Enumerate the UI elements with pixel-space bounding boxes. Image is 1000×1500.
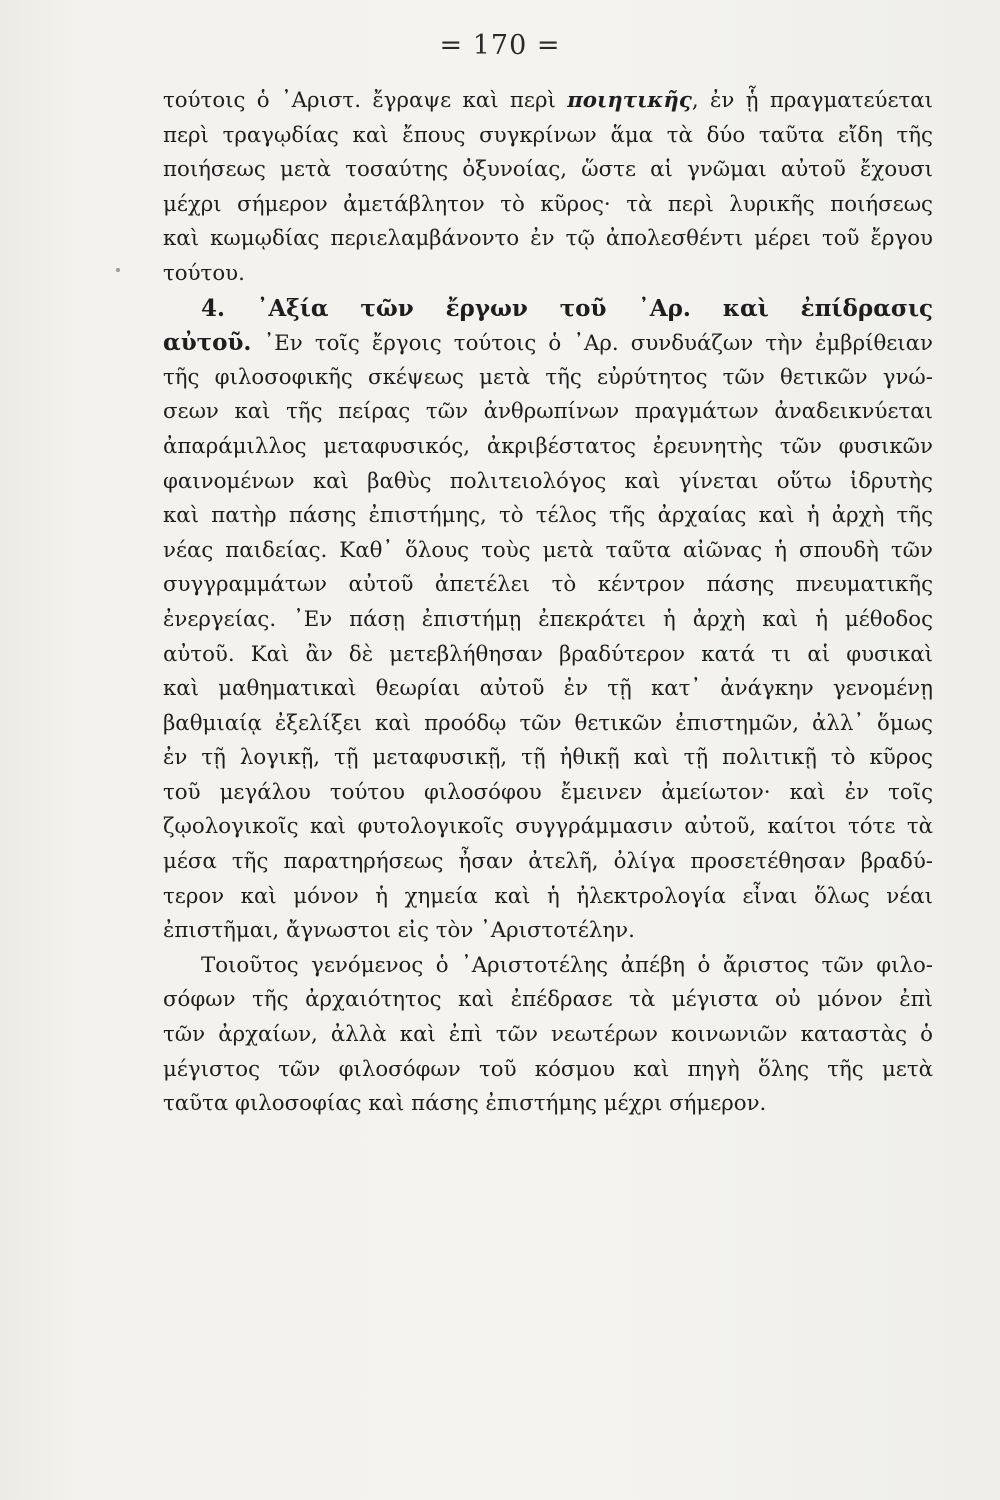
section-heading: [163, 292, 933, 327]
text-line: συγγραμμάτων αὐτοῦ ἀπετέλει τὸ κέντρον πάσης πνευματικῆς: [163, 572, 933, 598]
body-text: [163, 84, 933, 1122]
text-line: σόφων τῆς ἀρχαιότητος καὶ ἐπέδρασε τὰ μέγιστα οὐ μόνον ἐπὶ: [163, 987, 933, 1013]
text-line: ἀπαράμιλλος μεταφυσικός, ἀκριβέστατος ἐρευνητὴς τῶν φυσικῶν: [163, 433, 933, 459]
text-fragment: ᾿Εν τοῖς ἔργοις τούτοις ὁ ᾿Αρ. συνδυάζων τὴν ἐμβρίθειαν: [251, 331, 933, 357]
text-line: μέσα τῆς παρατηρήσεως ἦσαν ἀτελῆ, ὀλίγα προσετέθησαν βραδύ-: [163, 849, 933, 875]
text-line: ἐν τῇ λογικῇ, τῇ μεταφυσικῇ, τῇ ἠθικῇ καὶ τῇ πολιτικῇ τὸ κῦρος: [163, 745, 933, 771]
text-line: νέας παιδείας. Καθ᾿ ὅλους τοὺς μετὰ ταῦτα αἰῶνας ἡ σπουδὴ τῶν: [163, 537, 933, 563]
text-line: [163, 326, 933, 361]
text-line: ποιήσεως μετὰ τοσαύτης ὀξυνοίας, ὥστε αἱ γνῶμαι αὐτοῦ ἔχουσι: [163, 157, 933, 183]
text-line: μέχρι σήμερον ἀμετάβλητον τὸ κῦρος· τὰ περὶ λυρικῆς ποιήσεως: [163, 191, 933, 217]
text-line: τῆς φιλοσοφικῆς σκέψεως μετὰ τῆς εὐρύτητος τῶν θετικῶν γνώ-: [163, 364, 933, 390]
text-line: τῶν ἀρχαίων, ἀλλὰ καὶ ἐπὶ τῶν νεωτέρων κοινωνιῶν καταστὰς ὁ: [163, 1022, 933, 1048]
text-line: ἐπιστῆμαι, ἄγνωστοι εἰς τὸν ᾿Αριστοτέλην.: [163, 918, 635, 944]
text-line: ζῳολογικοῖς καὶ φυτολογικοῖς συγγράμμασιν αὐτοῦ, καίτοι τότε τὰ: [163, 814, 933, 840]
text-line: τερον καὶ μόνον ἡ χημεία καὶ ἡ ἠλεκτρολογία εἶναι ὅλως νέαι: [163, 883, 933, 909]
text-line: τούτου.: [163, 260, 245, 286]
text-line: σεων καὶ τῆς πείρας τῶν ἀνθρωπίνων πραγμάτων ἀναδεικνύεται: [163, 399, 933, 425]
emphasized-term: ποιητικῆς: [567, 88, 692, 113]
text-line: αὐτοῦ. Καὶ ἂν δὲ μετεβλήθησαν βραδύτερον κατά τι αἱ φυσικαὶ: [163, 641, 933, 667]
text-line: ἐνεργείας. ᾿Εν πάσῃ ἐπιστήμῃ ἐπεκράτει ἡ ἀρχὴ καὶ ἡ μέθοδος: [163, 606, 933, 632]
paper-speck: [116, 268, 120, 272]
text-line: μέγιστος τῶν φιλοσόφων τοῦ κόσμου καὶ πηγὴ ὅλης τῆς μετὰ: [163, 1056, 933, 1082]
text-fragment: τούτοις ὁ ᾿Αριστ. ἔγραψε καὶ περὶ: [163, 88, 568, 113]
text-line: καὶ μαθηματικαὶ θεωρίαι αὐτοῦ ἐν τῇ κατ᾿ ἀνάγκην γενομένῃ: [163, 676, 933, 702]
section-heading-continuation: αὐτοῦ.: [163, 329, 252, 357]
text-line: [163, 84, 933, 119]
text-line: περὶ τραγῳδίας καὶ ἔπους συγκρίνων ἅμα τὰ δύο ταῦτα εἴδη τῆς: [163, 122, 933, 148]
text-fragment: , ἐν ᾗ πραγματεύεται: [691, 88, 933, 113]
text-line: φαινομένων καὶ βαθὺς πολιτειολόγος καὶ γίνεται οὕτω ἱδρυτὴς: [163, 468, 933, 494]
text-line: καὶ κωμῳδίας περιελαμβάνοντο ἐν τῷ ἀπολεσθέντι μέρει τοῦ ἔργου: [163, 226, 933, 252]
text-line: τοῦ μεγάλου τούτου φιλοσόφου ἔμεινεν ἀμείωτον· καὶ ἐν τοῖς: [163, 779, 933, 805]
text-line: Τοιοῦτος γενόμενος ὁ ᾿Αριστοτέλης ἀπέβη ὁ ἄριστος τῶν φιλο-: [201, 952, 933, 978]
text-line: βαθμιαίᾳ ἐξελίξει καὶ προόδῳ τῶν θετικῶν ἐπιστημῶν, ἀλλ᾿ ὅμως: [163, 710, 933, 736]
section-heading-text: 4. ᾿Αξία τῶν ἔργων τοῦ ᾿Αρ. καὶ ἐπίδρασις: [201, 294, 933, 322]
page-number: = 170 =: [439, 30, 561, 61]
text-line: ταῦτα φιλοσοφίας καὶ πάσης ἐπιστήμης μέχρι σήμερον.: [163, 1091, 767, 1117]
text-line: καὶ πατὴρ πάσης ἐπιστήμης, τὸ τέλος τῆς ἀρχαίας καὶ ἡ ἀρχὴ τῆς: [163, 503, 933, 529]
